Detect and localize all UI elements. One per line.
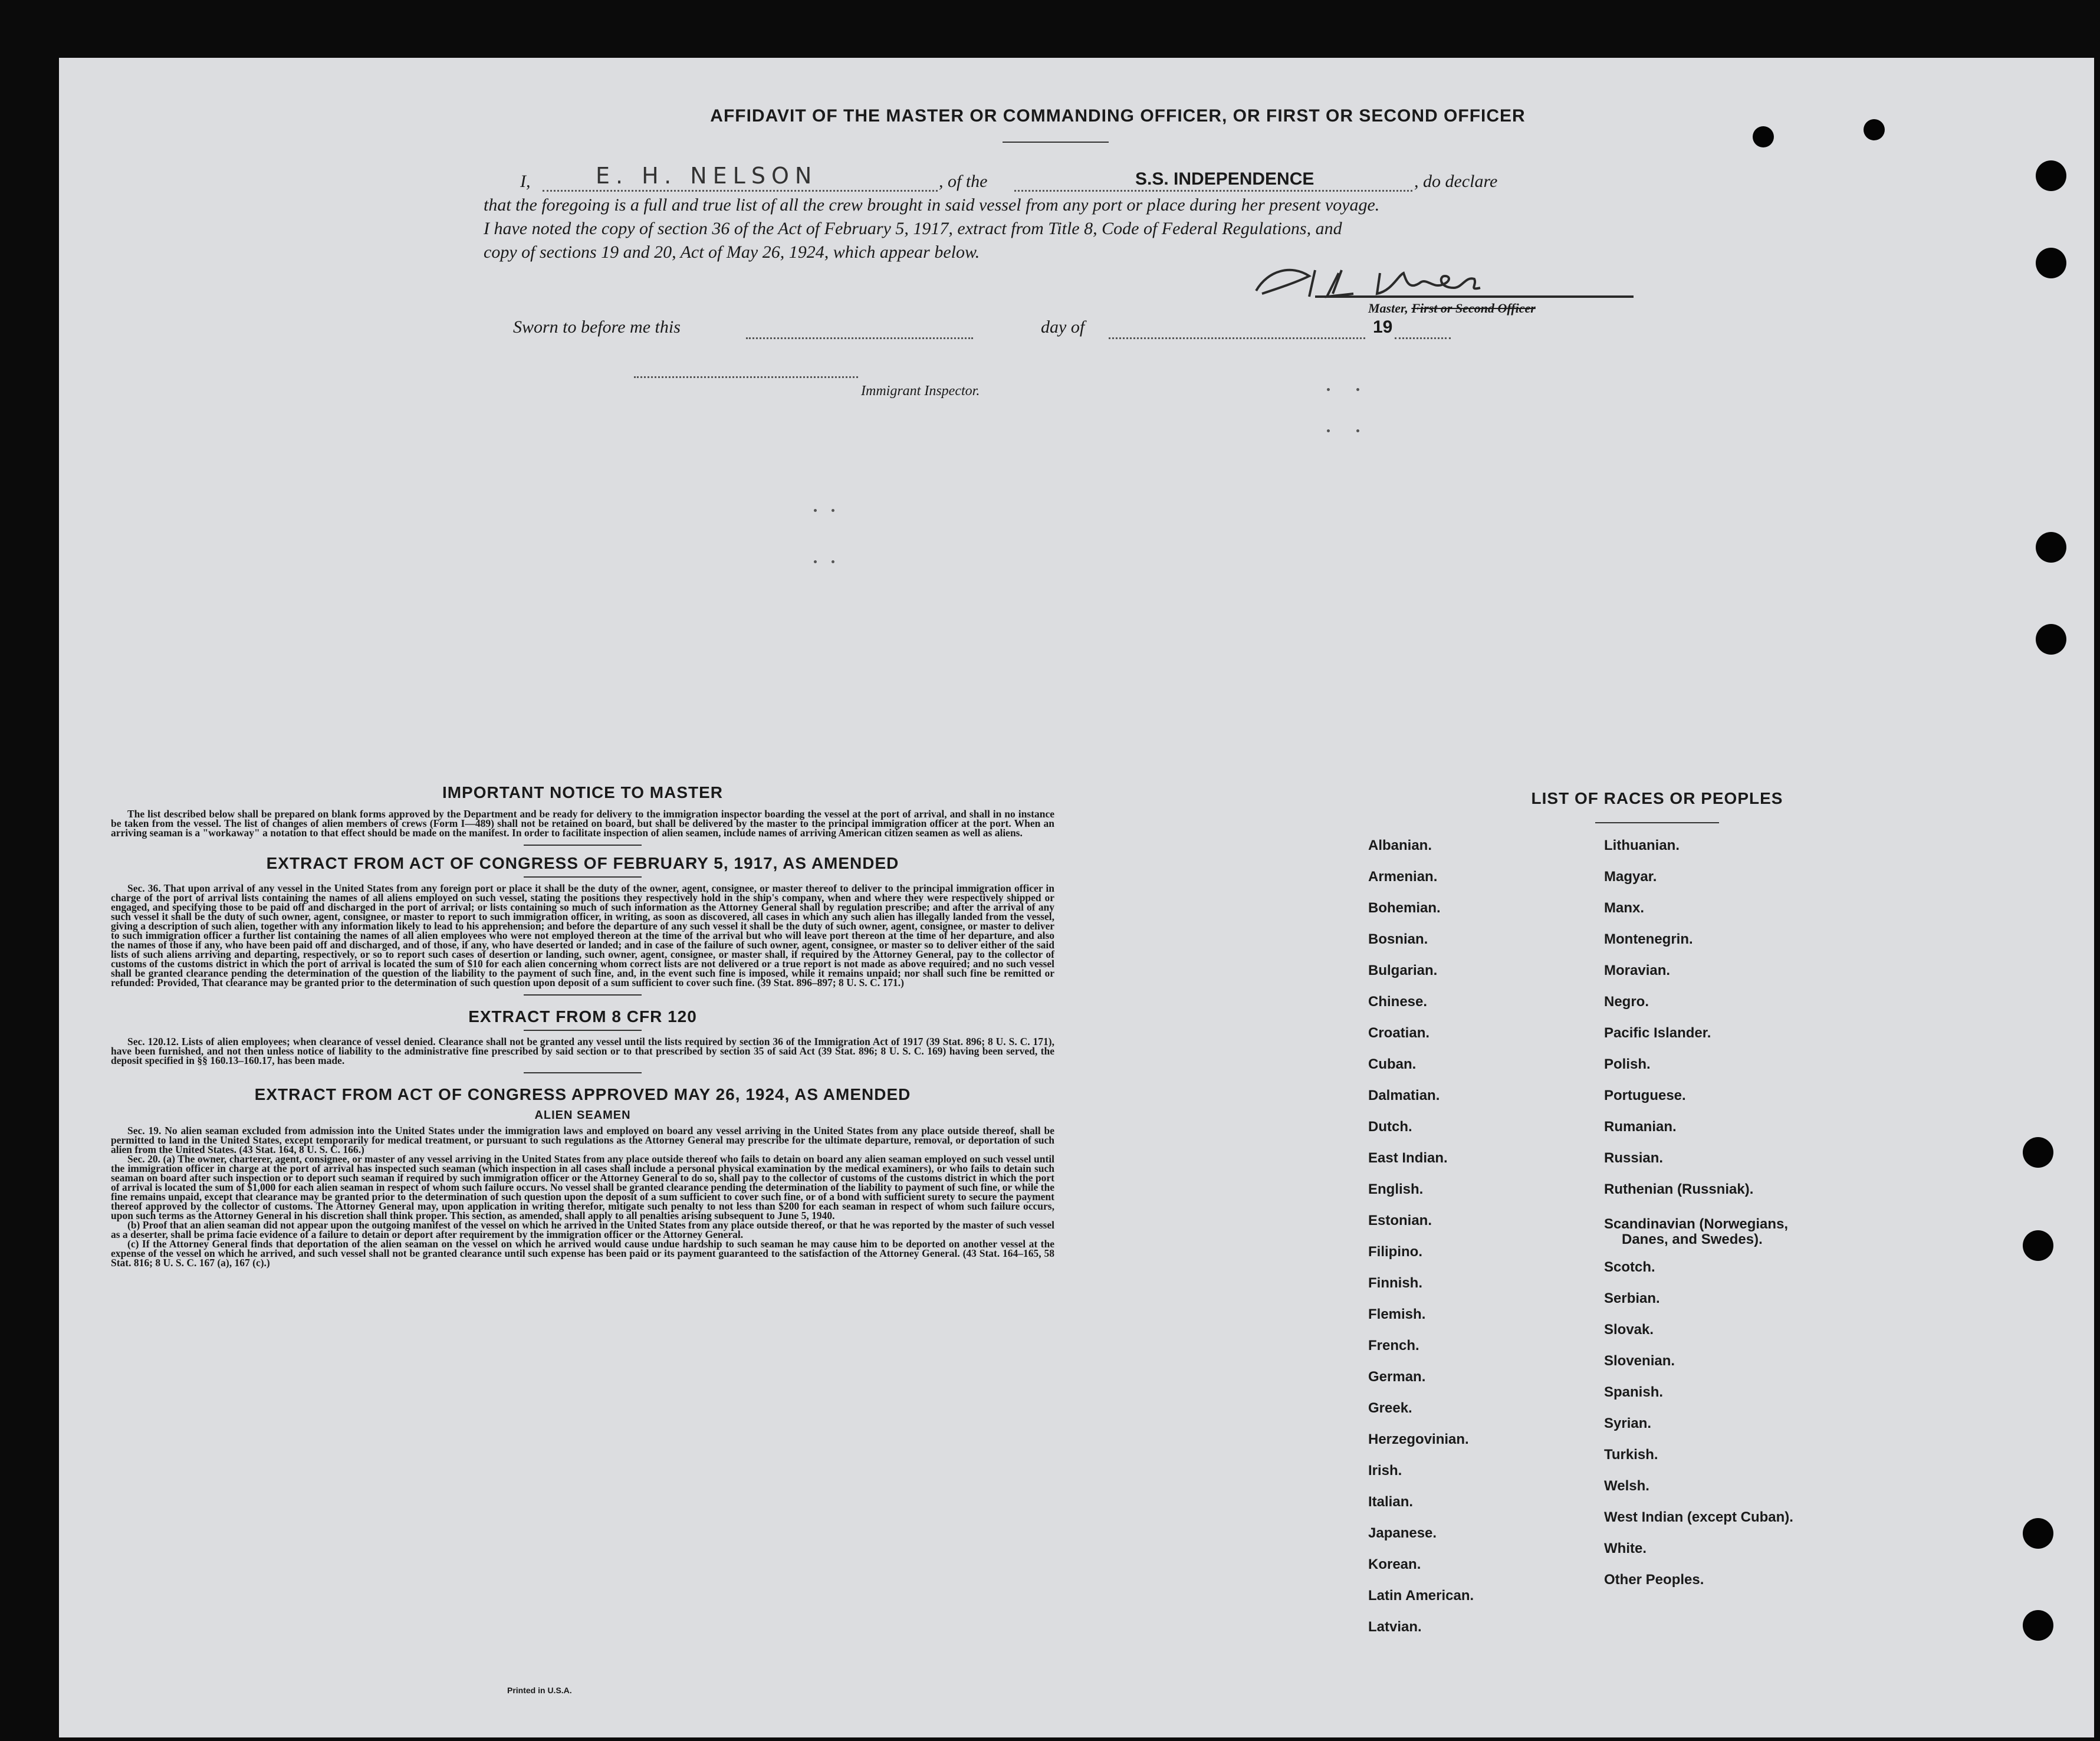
declaration-line-1 xyxy=(484,163,1704,193)
alien-seamen-subtitle: ALIEN SEAMEN xyxy=(534,1109,631,1122)
speck xyxy=(814,560,817,563)
race-item: Other Peoples. xyxy=(1604,1572,1704,1588)
race-item: Herzegovinian. xyxy=(1368,1431,1469,1447)
race-item: White. xyxy=(1604,1540,1647,1556)
race-item: Greek. xyxy=(1368,1400,1412,1416)
punch-hole xyxy=(2036,248,2066,278)
signature-scrawl xyxy=(1244,258,1645,306)
sworn-line xyxy=(513,317,1457,341)
race-item: Lithuanian. xyxy=(1604,837,1680,853)
race-item: Bosnian. xyxy=(1368,931,1428,947)
race-item: Pacific Islander. xyxy=(1604,1025,1711,1041)
race-item: Slovenian. xyxy=(1604,1353,1675,1369)
punch-hole xyxy=(2023,1137,2053,1168)
vessel-name: S.S. INDEPENDENCE xyxy=(1135,169,1314,189)
extract-cfr-body xyxy=(111,1037,1054,1065)
speck xyxy=(1356,388,1359,391)
sworn-date-field[interactable] xyxy=(746,317,973,339)
race-item: Bulgarian. xyxy=(1368,963,1438,978)
declaration xyxy=(484,163,1704,264)
notice-body xyxy=(111,809,1054,837)
race-item: Negro. xyxy=(1604,994,1649,1010)
caption-struck: First or Second Officer xyxy=(1411,301,1536,316)
speck xyxy=(1327,429,1330,432)
race-item: Rumanian. xyxy=(1604,1119,1677,1135)
extract-1924-title: EXTRACT FROM ACT OF CONGRESS APPROVED MAY 26, 1924, AS AMENDED xyxy=(254,1085,911,1103)
extract-1924-body xyxy=(111,1126,1054,1267)
race-item: Dalmatian. xyxy=(1368,1088,1440,1103)
sworn-year-field[interactable] xyxy=(1395,317,1451,339)
of-the-label: , of the xyxy=(939,172,988,191)
race-item: Filipino. xyxy=(1368,1244,1422,1260)
race-item: Finnish. xyxy=(1368,1275,1422,1291)
section-rule xyxy=(524,845,642,846)
race-item: Flemish. xyxy=(1368,1306,1426,1322)
form-title: AFFIDAVIT OF THE MASTER OR COMMANDING OFFICER, OR FIRST OR SECOND OFFICER xyxy=(710,106,1526,126)
signature-caption xyxy=(1368,301,1536,316)
extract-1917-title: EXTRACT FROM ACT OF CONGRESS OF FEBRUARY 5, 1917, AS AMENDED xyxy=(266,854,899,872)
races-rule xyxy=(1595,822,1719,823)
punch-hole xyxy=(1753,126,1774,147)
day-of-label: day of xyxy=(1041,317,1085,337)
race-item: German. xyxy=(1368,1369,1426,1385)
speck xyxy=(1327,388,1330,391)
sec-20c-text: (c) If the Attorney General finds that deportation of the alien seaman on the vessel on which he arrived would cause undue hardship to such seaman he may cause him to be deported on another vessel at the expense of the vessel on which he arrived, and such vessel shall not be granted clearance until such expense has been paid or its payment guaranteed to the satisfaction of the Attorney General. (43 Stat. 164–165, 58 Stat. 816; 8 U. S. C. 167 (a), 167 (c).) xyxy=(111,1238,1054,1269)
race-item: Turkish. xyxy=(1604,1447,1658,1463)
race-item: Latin American. xyxy=(1368,1588,1474,1604)
race-item: Moravian. xyxy=(1604,963,1671,978)
master-signature xyxy=(1244,258,1645,306)
speck xyxy=(832,560,834,563)
races-list xyxy=(1362,789,1952,1635)
extract-cfr-text: Sec. 120.12. Lists of alien employees; when clearance of vessel denied. Clearance shall not be granted any vessel until the lists required by section 36 of the Immigration Act of 1917 (39 Stat. 896; 8 U. S. C. 171), have been furnished, and not then unless notice of liability to the administrative fine prescribed by said section or to that prescribed by section 35 of said Act (39 Stat. 896; 8 U. S. C. 169) having been served, the deposit specified in §§ 160.13–160.17, has been made. xyxy=(111,1036,1054,1066)
punch-hole xyxy=(2023,1230,2053,1261)
race-item: Croatian. xyxy=(1368,1025,1430,1041)
race-item: Montenegrin. xyxy=(1604,931,1693,947)
race-item: French. xyxy=(1368,1338,1419,1354)
punch-hole xyxy=(2036,532,2066,563)
speck xyxy=(814,509,817,512)
race-item: Bohemian. xyxy=(1368,900,1441,916)
race-item: Korean. xyxy=(1368,1556,1421,1572)
race-item: Estonian. xyxy=(1368,1213,1432,1228)
extract-1917-text: Sec. 36. That upon arrival of any vessel in the United States from any foreign port or place it shall be the duty of the owner, agent, consignee, or master thereof to deliver to the principal immigration officer in charge of the port of arrival lists containing the names of all aliens employed on such vessel, stating the positions they respectively hold in the ship's company, when and where they were respectively shipped or engaged, and specifying those to be paid off and discharged in the port of arrival; or lists containing so much of such information as the Attorney General shall by regulation prescribe; and after the arrival of any such vessel it shall be the duty of such owner, agent, consignee, or master to report to such immigration officer, in writing, as soon as discovered, all cases in which any such alien has illegally landed from the vessel, giving a description of such alien, together with any information likely to lead to his apprehension; and before the departure of any such vessel it shall be the duty of such owner, agent, consignee, or master to deliver to such immigration officer a further list containing the names of all alien employees who were not employed thereon at the time of the arrival but who will leave port thereon at the time of her departure, and also the names of those if any, who have been paid off and discharged, and of those, if any, who have deserted or landed; and in case of the failure of such owner, agent, consignee, or master so to deliver either of the said lists of such aliens arriving and departing, respectively, or so to report such cases of desertion or landing, such owner, agent, consignee, or master shall, if required by the Attorney General, pay to the collector of customs of the customs district in which the port of arrival is located the sum of $10 for each alien concerning whom correct lists are not delivered or a true report is not made as above required; and no such vessel shall be granted clearance pending the determination of the question of the liability to the payment of such fine, and, in the event such fine is imposed, while it remains unpaid; nor shall such fine be remitted or refunded: Provided, That clearance may be granted prior to the determination of such question upon deposit of a sum sufficient to cover such fine. (39 Stat. 896–897; 8 U. S. C. 171.) xyxy=(111,882,1054,988)
race-item: Italian. xyxy=(1368,1494,1414,1510)
sec-19-text: Sec. 19. No alien seaman excluded from admission into the United States under the immigration laws and employed on board any vessel arriving in the United States from any place outside thereof, shall be permitted to land in the United States, except temporarily for medical treatment, or pursuant to such regulations as the Attorney General may prescribe for the ultimate departure, removal, or deportation of such alien from the United States. (43 Stat. 164, 8 U. S. C. 166.) xyxy=(111,1125,1054,1155)
race-item: Spanish. xyxy=(1604,1384,1664,1400)
section-rule xyxy=(524,1072,642,1073)
inspector-signature-field[interactable] xyxy=(634,376,858,378)
race-item: Chinese. xyxy=(1368,994,1428,1010)
race-item: Slovak. xyxy=(1604,1322,1654,1338)
race-item: Cuban. xyxy=(1368,1056,1417,1072)
sec-20a-text: Sec. 20. (a) The owner, charterer, agent, consignee, or master of any vessel arriving in the United States from any place outside thereof who fails to detain on board any alien seaman employed on such vessel until the immigration officer in charge at the port of arrival has inspected such seaman (which inspection in all cases shall include a personal physical examination by the medical examiners), or who fails to detain such seaman on board after such inspection or to deport such seaman if required by such immigration officer or the Attorney General to do so, shall pay to the collector of customs of the customs district in which the port of arrival is located the sum of $1,000 for each alien seaman in respect of whom such failure occurs. No vessel shall be granted clearance pending the determination of the liability to payment of such fine, or while the fine remains unpaid, except that clearance may be granted prior to the determination of such question upon the deposit of a sum sufficient to cover such fine, or of a bond with sufficient surety to secure the payment thereof approved by the collector of customs. The Attorney General may, upon application in writing therefor, mitigate such penalty to not less than $200 for each seaman in respect of whom such failure occurs, upon such terms as the Attorney General in his discretion shall think proper. This section, as amended, shall apply to all penalties arising subsequent to June 5, 1940. xyxy=(111,1153,1054,1221)
race-item: Polish. xyxy=(1604,1056,1651,1072)
punch-hole xyxy=(2023,1518,2053,1549)
section-rule xyxy=(524,876,642,878)
race-item: Magyar. xyxy=(1604,869,1657,885)
officer-name: E. H. NELSON xyxy=(596,163,818,189)
extract-1917-body xyxy=(111,883,1054,987)
race-item: Scotch. xyxy=(1604,1259,1655,1275)
races-title: LIST OF RACES OR PEOPLES xyxy=(1531,789,1783,807)
sworn-month-field[interactable] xyxy=(1109,317,1365,339)
race-item: East Indian. xyxy=(1368,1150,1448,1166)
race-item: Portuguese. xyxy=(1604,1088,1686,1103)
do-declare-label: , do declare xyxy=(1414,172,1498,191)
punch-hole xyxy=(2023,1610,2053,1641)
declaration-line-2: that the foregoing is a full and true list of all the crew brought in said vessel from any port or place during her present voyage. xyxy=(484,195,1380,215)
inspector-label: Immigrant Inspector. xyxy=(861,383,980,399)
race-item: Manx. xyxy=(1604,900,1645,916)
race-item: English. xyxy=(1368,1181,1424,1197)
declaration-prefix: I, xyxy=(520,172,531,191)
sworn-prefix: Sworn to before me this xyxy=(513,317,681,337)
race-item: Syrian. xyxy=(1604,1415,1652,1431)
notice-title: IMPORTANT NOTICE TO MASTER xyxy=(442,783,724,801)
punch-hole xyxy=(2036,160,2066,191)
punch-hole xyxy=(2036,624,2066,655)
race-item: Serbian. xyxy=(1604,1290,1660,1306)
sec-20b-text: (b) Proof that an alien seaman did not appear upon the outgoing manifest of the vessel on which he arrived in the United States from any place outside thereof, or that he was reported by the master of such vessel as a deserter, shall be prima facie evidence of a failure to detain or deport after requirement by the immigration officer or the Attorney General. xyxy=(111,1219,1054,1240)
race-item: Danes, and Swedes). xyxy=(1622,1231,1763,1247)
section-rule xyxy=(524,994,642,996)
section-rule xyxy=(524,1030,642,1031)
race-item: Latvian. xyxy=(1368,1619,1422,1635)
printed-in-usa: Printed in U.S.A. xyxy=(507,1686,572,1695)
notice-text: The list described below shall be prepared on blank forms approved by the Department and be ready for delivery to the immigration inspector boarding the vessel at the port of arrival, and shall in no instance be taken from the vessel. The list of changes of alien members of crews (Form I—489) shall not be retained on board, but shall be delivered by the master to the principal immigration officer at the port. When an arriving seaman is a "workaway" a notation to that effect should be made on the manifest. In order to facilitate inspection of alien seamen, include names of arriving American citizen seamen as well as aliens. xyxy=(111,808,1054,839)
declaration-line-4: copy of sections 19 and 20, Act of May 26, 1924, which appear below. xyxy=(484,242,980,262)
race-item: Irish. xyxy=(1368,1463,1402,1479)
speck xyxy=(832,509,834,512)
race-item: Japanese. xyxy=(1368,1525,1437,1541)
race-item: Dutch. xyxy=(1368,1119,1412,1135)
title-rule xyxy=(1003,142,1109,143)
speck xyxy=(1356,429,1359,432)
form-sheet xyxy=(59,58,2094,1737)
race-item: Armenian. xyxy=(1368,869,1438,885)
declaration-line-3: I have noted the copy of section 36 of the Act of February 5, 1917, extract from Title 8, Code of Federal Regulations, and xyxy=(484,219,1342,238)
legal-notices xyxy=(111,783,1054,1267)
year-label: 19 xyxy=(1373,317,1393,337)
race-item: Welsh. xyxy=(1604,1478,1649,1494)
race-item: Albanian. xyxy=(1368,837,1432,853)
extract-cfr-title: EXTRACT FROM 8 CFR 120 xyxy=(468,1007,697,1026)
race-item: Ruthenian (Russniak). xyxy=(1604,1181,1754,1197)
race-item: West Indian (except Cuban). xyxy=(1604,1509,1793,1525)
caption-master: Master, xyxy=(1368,301,1408,316)
race-item: Scandinavian (Norwegians, xyxy=(1604,1216,1789,1232)
race-item: Russian. xyxy=(1604,1150,1664,1166)
